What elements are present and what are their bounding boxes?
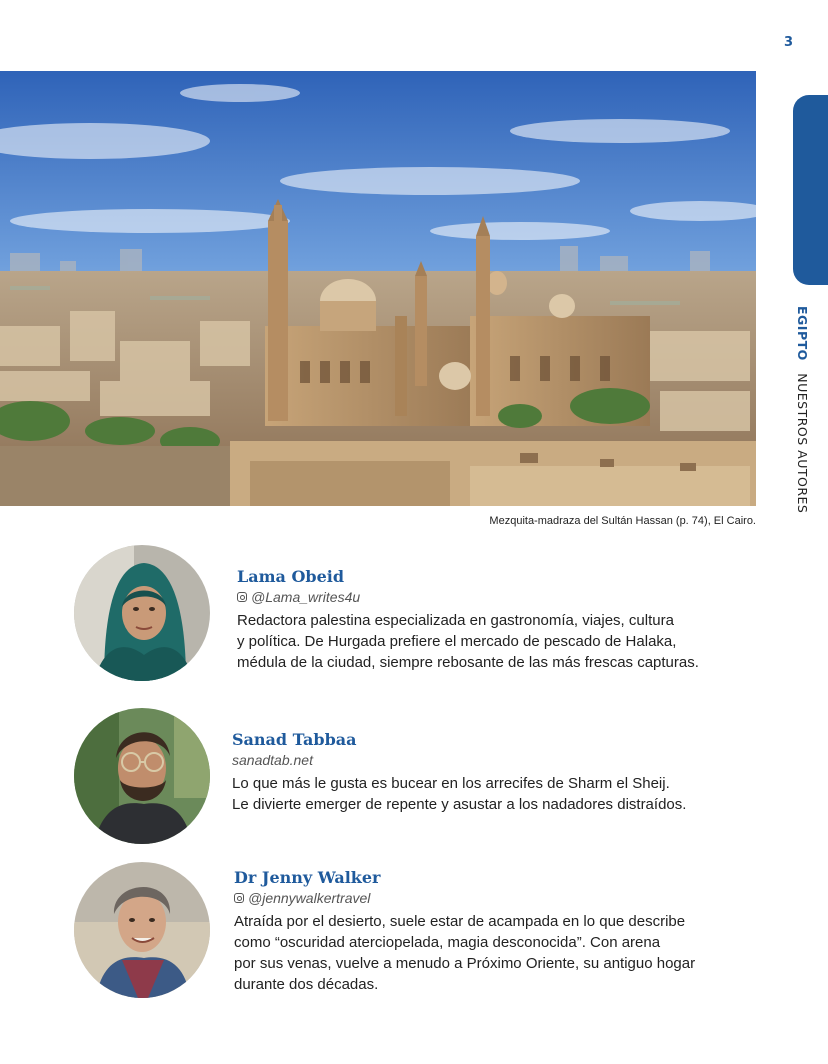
photo-caption: Mezquita-madraza del Sultán Hassan (p. 74), El Cairo. [489,515,756,527]
author-name: Lama Obeid [237,567,345,586]
author-handle[interactable] [237,589,699,605]
bio-line: por sus venas, vuelve a menudo a Próximo Oriente, su antiguo hogar [234,955,696,972]
bio-line: durante dos décadas. [234,976,379,993]
chapter-tab[interactable] [793,95,828,285]
bio-line: Lo que más le gusta es bucear en los arrecifes de Sharm el Sheij. [232,775,670,792]
author-bio [234,911,695,995]
author-photo [74,545,210,681]
bio-line: Le divierte emerger de repente y asustar a los nadadores distraídos. [232,796,687,813]
author-bio [232,773,686,815]
hero-photo [0,71,756,506]
bio-line: médula de la ciudad, siempre rebosante de las más frescas capturas. [237,654,699,671]
handle-text: @Lama_writes4u [251,589,361,605]
author-photo [74,708,210,844]
chapter-label [792,306,810,526]
instagram-icon [237,592,247,602]
author-website[interactable] [232,752,686,768]
author-info [232,730,686,815]
author-name: Dr Jenny Walker [234,868,381,887]
page-number: 3 [784,35,794,50]
bio-line: como “oscuridad aterciopelada, magia desconocida”. Con arena [234,934,661,951]
bio-line: Redactora palestina especializada en gastronomía, viajes, cultura [237,612,674,629]
author-info [234,868,695,995]
author-bio [237,610,699,673]
chapter-name: NUESTROS AUTORES [795,373,810,514]
cairo-skyline-illustration [0,71,756,506]
author-photo [74,862,210,998]
handle-text: @jennywalkertravel [248,890,371,906]
author-info [237,567,699,673]
bio-line: y política. De Hurgada prefiere el mercado de pescado de Halaka, [237,633,677,650]
bio-line: Atraída por el desierto, suele estar de acampada en lo que describe [234,913,686,930]
author-handle[interactable] [234,890,695,906]
author-name: Sanad Tabbaa [232,730,357,749]
instagram-icon [234,893,244,903]
website-text: sanadtab.net [232,752,313,768]
section-name: EGIPTO [795,306,810,361]
